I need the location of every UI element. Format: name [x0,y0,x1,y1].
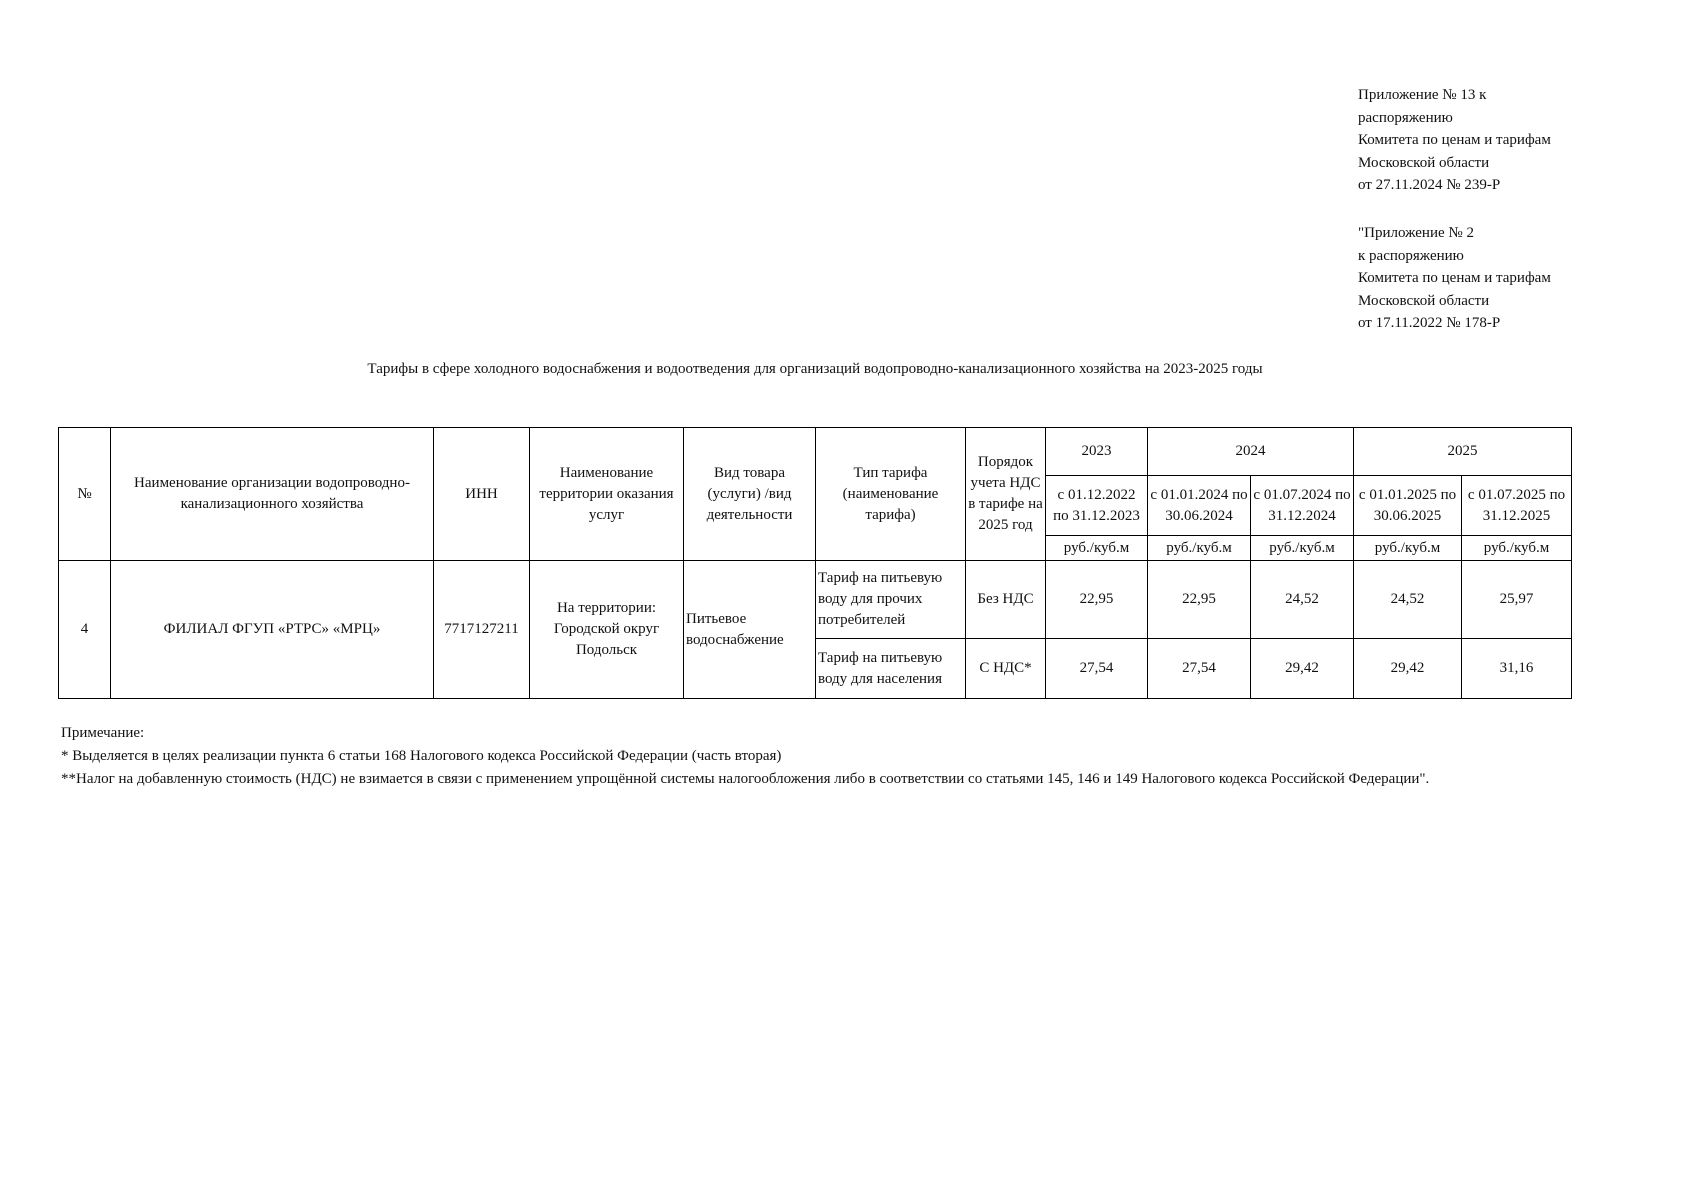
row-territory: На территории: Городской округ Подольск [530,561,684,699]
row-org-name: ФИЛИАЛ ФГУП «РТРС» «МРЦ» [111,561,434,699]
note-item: **Налог на добавленную стоимость (НДС) не взимается в связи с применением упрощённой системы налогообложения либо в соответствии со статьями 145, 146 и 149 Налогового кодекса Российской Федерации". [61,771,1430,787]
document-title: Тарифы в сфере холодного водоснабжения и водоотведения для организаций водопроводно-канализационного хозяйства на 2023-2025 годы [367,361,1263,377]
appendix-2-line: от 17.11.2022 № 178-Р [1358,315,1501,331]
appendix-2-line: Комитета по ценам и тарифам [1358,270,1551,286]
tariff-value: 29,42 [1251,639,1354,699]
tariff-value: 25,97 [1462,561,1572,639]
header-service-type: Вид товара (услуги) /вид деятельности [684,428,816,561]
row-num: 4 [59,561,111,699]
tariff-value: 27,54 [1046,639,1148,699]
header-period: с 01.07.2025 по 31.12.2025 [1462,476,1572,536]
header-org-name: Наименование организации водопроводно-канализационного хозяйства [111,428,434,561]
header-unit: руб./куб.м [1148,536,1251,561]
tariff-value: 24,52 [1251,561,1354,639]
header-period: с 01.12.2022 по 31.12.2023 [1046,476,1148,536]
tariff-value: 24,52 [1354,561,1462,639]
row-vat: С НДС* [966,639,1046,699]
tariff-value: 27,54 [1148,639,1251,699]
row-tariff-type: Тариф на питьевую воду для населения [816,639,966,699]
tariff-value: 22,95 [1046,561,1148,639]
row-service-type: Питьевое водоснабжение [684,561,816,699]
header-vat-order: Порядок учета НДС в тарифе на 2025 год [966,428,1046,561]
header-period: с 01.01.2025 по 30.06.2025 [1354,476,1462,536]
header-territory: Наименование территории оказания услуг [530,428,684,561]
appendix-1-line: от 27.11.2024 № 239-Р [1358,177,1501,193]
header-unit: руб./куб.м [1251,536,1354,561]
appendix-2-line: Московской области [1358,292,1490,309]
appendix-2-block [1358,222,1551,335]
appendix-1-line: Московской области [1358,154,1490,171]
header-unit: руб./куб.м [1354,536,1462,561]
appendix-1-line: Комитета по ценам и тарифам [1358,132,1551,148]
appendix-2-line: "Приложение № 2 [1358,225,1474,241]
appendix-1-line: Приложение № 13 к [1358,87,1487,103]
row-tariff-type: Тариф на питьевую воду для прочих потребителей [816,561,966,639]
appendix-2-line: к распоряжению [1358,247,1464,264]
header-year-2024: 2024 [1148,428,1354,476]
header-period: с 01.07.2024 по 31.12.2024 [1251,476,1354,536]
header-unit: руб./куб.м [1046,536,1148,561]
header-year-2025: 2025 [1354,428,1572,476]
tariff-value: 22,95 [1148,561,1251,639]
header-unit: руб./куб.м [1462,536,1572,561]
tariff-value: 29,42 [1354,639,1462,699]
tariff-table [58,427,1572,699]
appendix-1-block [1358,84,1551,197]
appendix-1-line: распоряжению [1358,109,1453,126]
header-period: с 01.01.2024 по 30.06.2024 [1148,476,1251,536]
note-item: * Выделяется в целях реализации пункта 6 статьи 168 Налогового кодекса Российской Федерации (часть вторая) [61,748,782,764]
table-row [59,561,1572,639]
tariff-value: 31,16 [1462,639,1572,699]
header-row-years [59,428,1572,476]
notes-label: Примечание: [61,725,145,741]
header-num: № [59,428,111,561]
notes-block [61,722,1429,791]
header-tariff-type: Тип тарифа (наименование тарифа) [816,428,966,561]
header-inn: ИНН [434,428,530,561]
row-inn: 7717127211 [434,561,530,699]
header-year-2023: 2023 [1046,428,1148,476]
row-vat: Без НДС [966,561,1046,639]
